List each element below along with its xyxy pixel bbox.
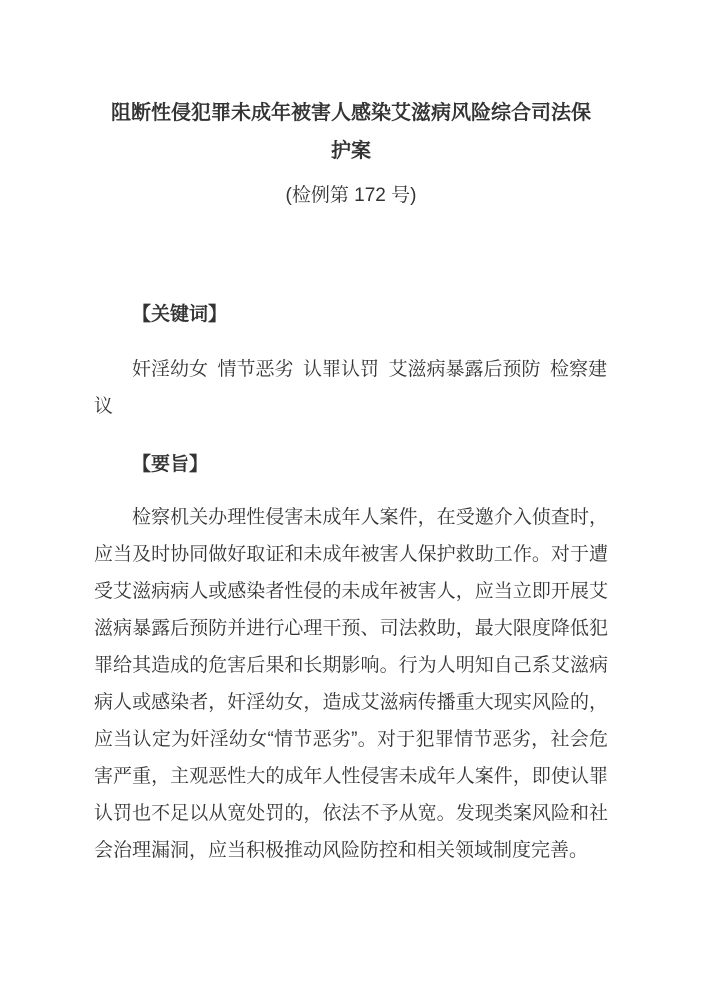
section-heading-keywords: 【关键词】 — [132, 304, 228, 325]
page-title: 阻断性侵犯罪未成年被害人感染艾滋病风险综合司法保护案 — [111, 102, 591, 162]
case-number: (检例第 172 号) — [285, 185, 417, 206]
keywords-text: 奸淫幼女 情节恶劣 认罪认罚 艾滋病暴露后预防 检察建议 — [94, 359, 608, 417]
section-heading-summary: 【要旨】 — [132, 454, 209, 475]
summary-text: 检察机关办理性侵害未成年人案件，在受邀介入侦查时，应当及时协同做好取证和未成年被害人保护救助工作。对于遭受艾滋病病人或感染者性侵的未成年被害人，应当立即开展艾滋病暴露后预防并进行心理干预、司法救助，最大限度降低犯罪给其造成的危害后果和长期影响。行为人明知自己系艾滋病病人或感染者，奸淫幼女，造成艾滋病传播重大现实风险的，应当认定为奸淫幼女“情节恶劣”。对于犯罪情节恶劣，社会危害严重，主观恶性大的成年人性侵害未成年人案件，即使认罪认罚也不足以从宽处罚的，依法不予从宽。发现类案风险和社会治理漏洞，应当积极推动风险防控和相关领域制度完善。 — [94, 506, 608, 861]
